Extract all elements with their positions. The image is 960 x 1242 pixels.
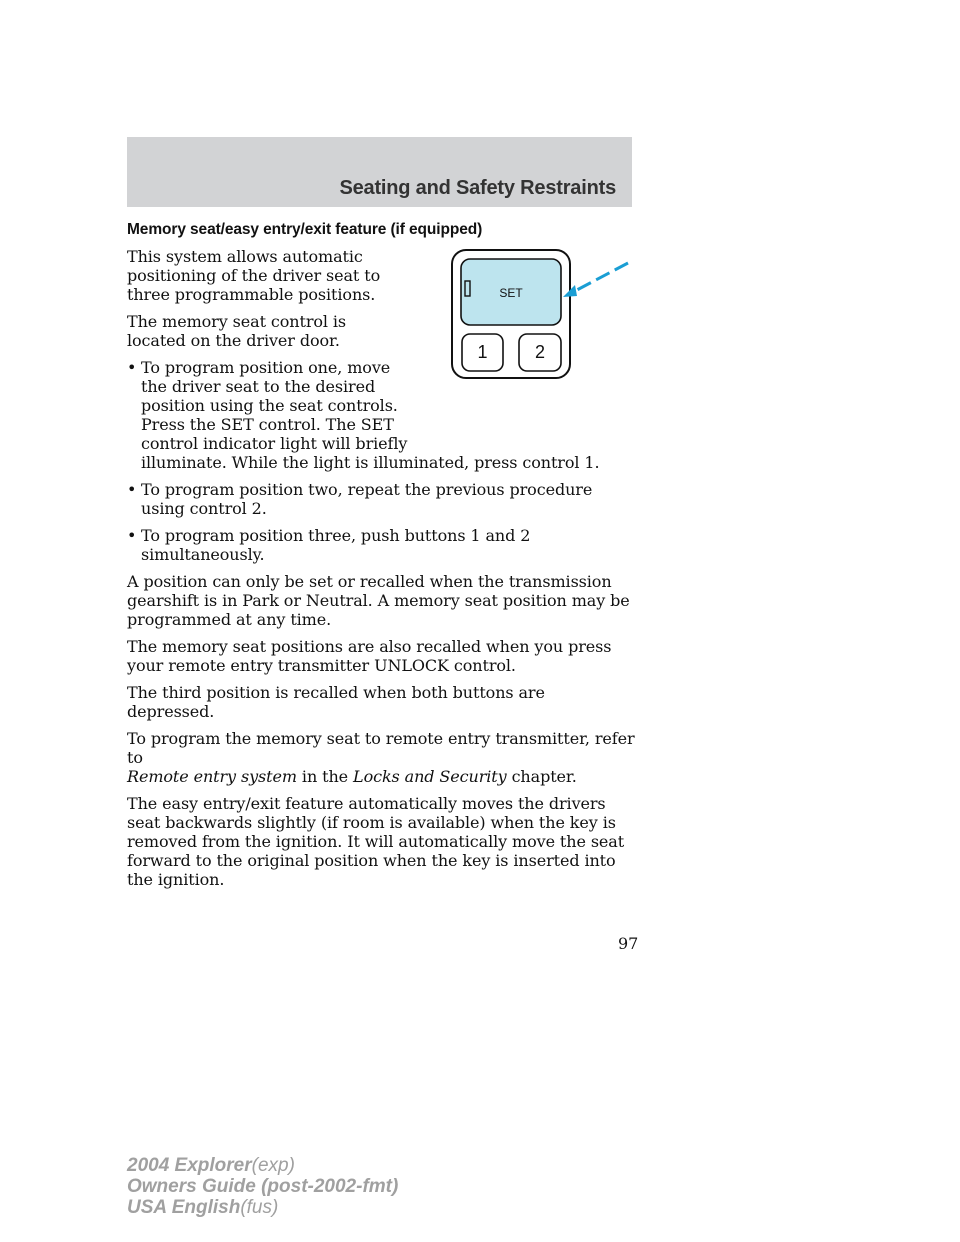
bullet-text-3: To program position three, push buttons 1 and 2 simultaneously. [141, 526, 531, 564]
footer-line-3: USA English(fus) [127, 1197, 279, 1218]
bullet-item-3 [127, 526, 637, 564]
footer-line-2: Owners Guide (post-2002-fmt) [127, 1176, 399, 1197]
document-footer [127, 1155, 398, 1218]
paragraph-third-position: The third position is recalled when both buttons are depressed. [127, 683, 545, 721]
reference-locks-and-security: Locks and Security [353, 767, 507, 786]
header-band [127, 137, 632, 207]
page-number: 97 [618, 934, 639, 953]
set-label: SET [499, 286, 523, 300]
pointer-line [575, 263, 628, 291]
bullet-icon: • [127, 526, 137, 545]
section-title: Seating and Safety Restraints [339, 177, 616, 199]
button-1-label: 1 [477, 342, 488, 362]
intro-paragraph-1: This system allows automatic positioning of the driver seat to three programmable positions. [127, 247, 381, 304]
intro-paragraph-2: The memory seat control is located on the driver door. [127, 312, 347, 350]
reference-remote-entry-system: Remote entry system [127, 767, 297, 786]
paragraph-easy-entry: The easy entry/exit feature automatically moves the drivers seat backwards slightly (if room is available) when the key is removed from the ignition. It will automatically move the seat forward to the original position when the key is inserted into the ignition. [127, 794, 625, 889]
memory-seat-control-illustration [450, 248, 640, 383]
paragraph-gearshift: A position can only be set or recalled when the transmission gearshift is in Park or Neutral. A memory seat position may be programmed at any time. [127, 572, 630, 629]
section-heading: Memory seat/easy entry/exit feature (if equipped) [127, 221, 483, 238]
button-2-label: 2 [534, 342, 546, 362]
paragraph-remote-entry: To program the memory seat to remote entry transmitter, refer to Remote entry system in the Locks and Security chapter. [127, 729, 635, 786]
bullet-icon: • [127, 358, 137, 377]
footer-line-1: 2004 Explorer(exp) [127, 1155, 295, 1176]
bullet-text-1: To program position one, move the driver seat to the desired position using the seat controls. Press the SET control. The SET control indicator light will briefly illuminate. While the light is illuminated, press control 1. [141, 358, 600, 472]
paragraph-unlock: The memory seat positions are also recalled when you press your remote entry transmitter UNLOCK control. [127, 637, 612, 675]
bullet-icon: • [127, 480, 137, 499]
bullet-item-2 [127, 480, 637, 518]
bullet-text-2: To program position two, repeat the previous procedure using control 2. [141, 480, 593, 518]
